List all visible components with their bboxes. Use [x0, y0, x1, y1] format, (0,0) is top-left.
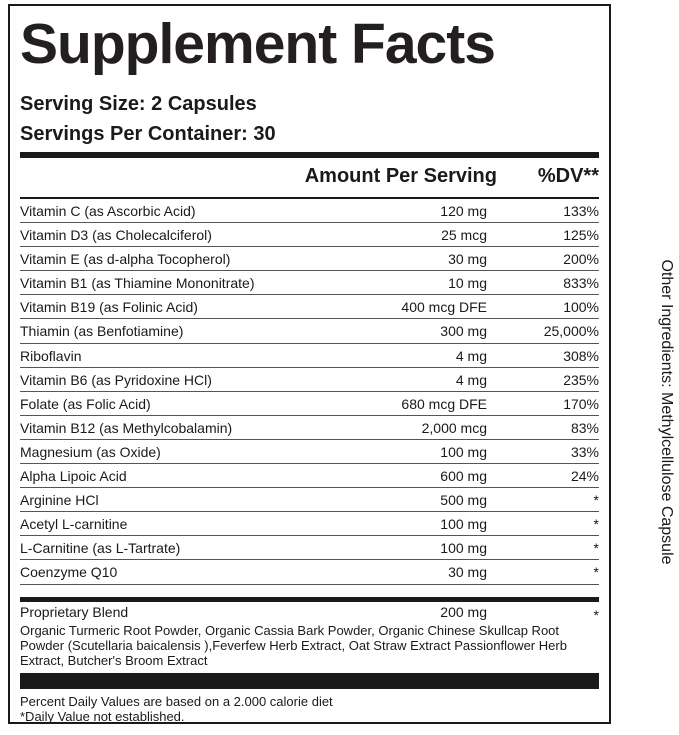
nutrient-name: Magnesium (as Oxide) — [20, 443, 161, 460]
blend-header-row — [20, 602, 599, 622]
nutrient-name: Riboflavin — [20, 347, 82, 364]
table-row — [20, 560, 599, 584]
panel-title: Supplement Facts — [20, 12, 495, 76]
nutrient-name: Vitamin D3 (as Cholecalciferol) — [20, 227, 212, 244]
table-row — [20, 247, 599, 271]
nutrient-amount: 300 mg — [440, 323, 487, 340]
nutrient-dv: 308% — [563, 347, 599, 364]
table-row — [20, 319, 599, 343]
nutrient-amount: 4 mg — [455, 371, 487, 388]
table-row — [20, 416, 599, 440]
nutrient-dv: 33% — [570, 443, 599, 460]
nutrient-dv: 833% — [563, 275, 599, 292]
nutrient-dv: 170% — [563, 395, 599, 412]
nutrient-name: Acetyl L-carnitine — [20, 516, 128, 533]
nutrient-amount: 30 mg — [448, 564, 487, 581]
nutrient-name: Coenzyme Q10 — [20, 564, 118, 581]
nutrient-amount: 120 mg — [440, 203, 487, 219]
nutrient-name: Thiamin (as Benfotiamine) — [20, 323, 184, 340]
table-row — [20, 368, 599, 392]
nutrient-dv: 24% — [570, 468, 599, 485]
nutrient-amount: 10 mg — [448, 275, 487, 292]
table-row — [20, 488, 599, 512]
nutrient-amount: 100 mg — [440, 540, 487, 557]
nutrient-dv: 83% — [570, 419, 599, 436]
blend-name: Proprietary Blend — [20, 604, 129, 620]
table-row — [20, 464, 599, 488]
nutrient-dv: 235% — [563, 371, 599, 388]
nutrient-amount: 2,000 mcg — [421, 419, 487, 436]
table-row — [20, 536, 599, 560]
nutrient-name: Vitamin B19 (as Folinic Acid) — [20, 299, 198, 316]
table-row — [20, 223, 599, 247]
nutrient-dv: 25,000% — [543, 323, 599, 340]
table-row — [20, 199, 599, 223]
footer-bar — [20, 673, 599, 689]
nutrient-amount: 30 mg — [448, 251, 487, 268]
nutrient-name: Vitamin B6 (as Pyridoxine HCl) — [20, 371, 212, 388]
nutrient-name: L-Carnitine (as L-Tartrate) — [20, 540, 181, 557]
footnote-not-established: *Daily Value not established. — [20, 709, 185, 724]
nutrient-dv: 133% — [563, 203, 599, 219]
other-ingredients: Other Ingredients: Methylcellulose Capsule — [658, 259, 675, 565]
servings-per-container: Servings Per Container: 30 — [20, 123, 276, 145]
footnotes — [20, 694, 333, 724]
nutrient-dv: * — [593, 516, 599, 533]
nutrient-dv: * — [593, 540, 599, 557]
nutrient-dv: 125% — [563, 227, 599, 244]
nutrient-amount: 100 mg — [440, 516, 487, 533]
nutrient-dv: * — [593, 492, 599, 509]
serving-size: Serving Size: 2 Capsules — [20, 93, 257, 115]
blend-ingredients: Organic Turmeric Root Powder, Organic Cassia Bark Powder, Organic Chinese Skullcap Root Powder (Scutellaria baicalensis ),Feverfew Herb Extract, Oat Straw Extract Passionflower Herb Extract, Butcher's Broom Extract — [20, 623, 567, 668]
nutrient-amount: 500 mg — [440, 492, 487, 509]
nutrient-name: Folate (as Folic Acid) — [20, 395, 151, 412]
table-row — [20, 392, 599, 416]
nutrient-amount: 680 mcg DFE — [401, 395, 487, 412]
dv-column-header: %DV** — [537, 165, 599, 187]
footnote-dv-basis: Percent Daily Values are based on a 2.000 calorie diet — [20, 694, 333, 709]
proprietary-blend — [20, 602, 599, 668]
nutrient-dv: * — [593, 564, 599, 581]
nutrient-name: Vitamin C (as Ascorbic Acid) — [20, 203, 196, 219]
nutrient-amount: 100 mg — [440, 443, 487, 460]
nutrient-amount: 400 mcg DFE — [401, 299, 487, 316]
table-row — [20, 512, 599, 536]
blend-dv: * — [593, 607, 599, 623]
thick-divider — [20, 152, 599, 158]
nutrient-amount: 25 mcg — [441, 227, 487, 244]
supplement-facts-panel — [8, 4, 611, 724]
nutrient-dv: 200% — [563, 251, 599, 268]
nutrient-amount: 600 mg — [440, 468, 487, 485]
nutrient-name: Vitamin B1 (as Thiamine Mononitrate) — [20, 275, 255, 292]
blend-amount: 200 mg — [440, 604, 487, 620]
amount-column-header: Amount Per Serving — [304, 165, 497, 187]
nutrient-dv: 100% — [563, 299, 599, 316]
nutrient-name: Alpha Lipoic Acid — [20, 468, 127, 485]
table-row — [20, 271, 599, 295]
table-row — [20, 344, 599, 368]
table-row — [20, 440, 599, 464]
nutrient-name: Vitamin B12 (as Methylcobalamin) — [20, 419, 233, 436]
nutrient-name: Vitamin E (as d-alpha Tocopherol) — [20, 251, 231, 268]
nutrient-name: Arginine HCl — [20, 492, 99, 509]
table-row — [20, 295, 599, 319]
nutrient-table — [20, 199, 599, 585]
nutrient-amount: 4 mg — [455, 347, 487, 364]
